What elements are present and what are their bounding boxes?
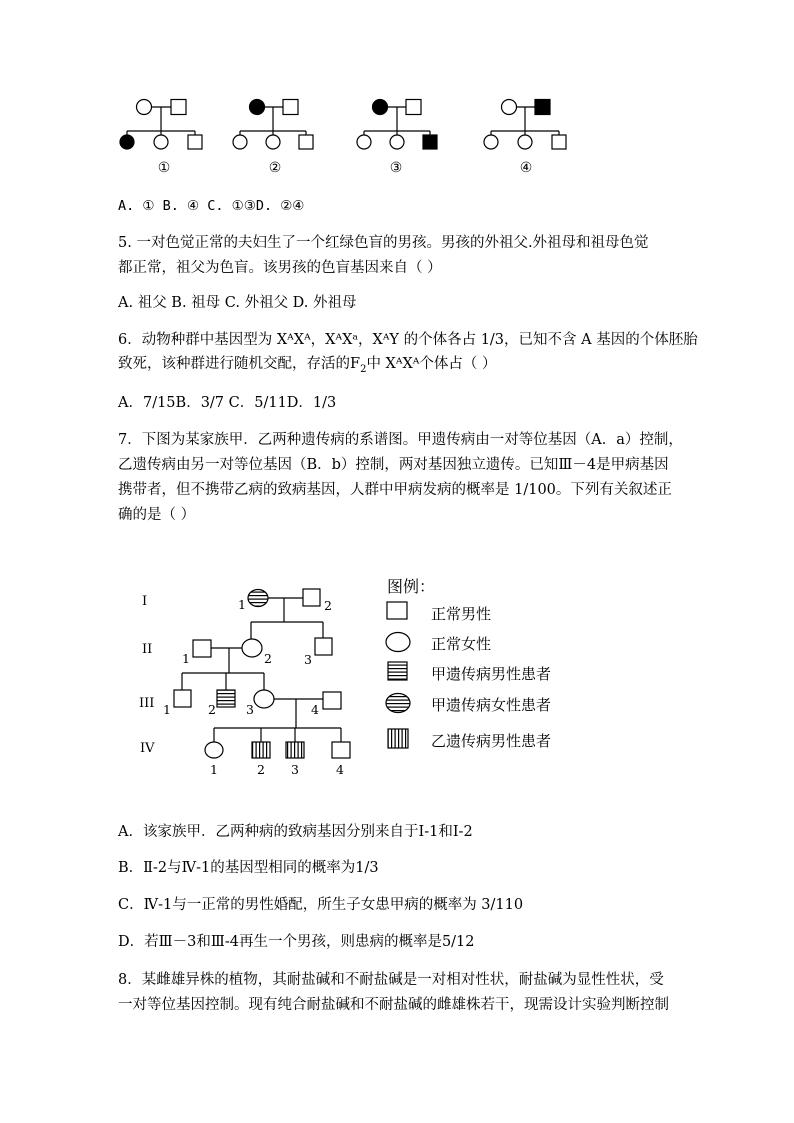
II-3-normal-male [315,638,332,655]
I-2-number: 2 [324,598,332,613]
IV-4-normal-male [332,742,350,758]
IV-3-number: 3 [291,762,299,777]
q7-option-b: B．Ⅱ-2与Ⅳ-1的基因型相同的概率为1/3 [118,860,379,876]
III-2-affected-male-a [217,690,235,707]
pedigree-2 [233,100,313,150]
q8-line1: 8．某雌雄异株的植物，其耐盐碱和不耐盐碱是一对相对性状，耐盐碱为显性性状，受 [118,972,664,988]
q5-line1: 5. 一对色觉正常的夫妇生了一个红绿色盲的男孩。男孩的外祖父.外祖母和祖母色觉 [118,235,649,251]
q7-line1: 7．下图为某家族甲．乙两种遗传病的系谱图。甲遗传病由一对等位基因（A．a）控制， [118,432,683,448]
q7-family-pedigree [130,580,380,780]
legend-normal-female-label: 正常女性 [431,635,492,653]
gen-II-label: II [142,642,153,657]
q7-line4: 确的是（ ） [118,507,196,523]
gen-I-label: I [142,594,148,609]
IV-1-number: 1 [210,762,218,777]
legend-b-male-icon [388,729,408,748]
II-1-normal-male [193,640,211,657]
legend-normal-male-label: 正常男性 [431,605,492,623]
gen-III-label: III [139,696,155,711]
pedigree-2-label: ② [268,160,282,176]
II-3-number: 3 [304,652,312,667]
I-2-normal-male [303,589,320,606]
q7-option-a: A．该家族甲．乙两种病的致病基因分别来自于Ⅰ-1和Ⅰ-2 [118,824,473,840]
IV-1-normal-female [205,742,223,758]
q6-line1: 6．动物种群中基因型为 XᴬXᴬ，XᴬXᵃ，XᴬY 的个体各占 1/3，已知不含 A 基因的个体胚胎 [118,332,698,348]
q7-option-c: C．Ⅳ-1与一正常的男性婚配，所生子女患甲病的概率为 3/110 [118,897,524,913]
q7-line3: 携带者，但不携带乙病的致病基因，人群中甲病发病的概率是 1/100。下列有关叙述正 [118,482,672,498]
pedigree-3-label: ③ [389,160,403,176]
II-2-number: 2 [264,651,272,666]
q4-pedigree-diagrams [110,90,580,180]
III-1-number: 1 [163,702,171,717]
I-1-number: 1 [238,597,246,612]
gen-IV-label: IV [140,741,155,756]
III-4-normal-male [323,692,341,709]
legend-a-female-icon [386,694,410,713]
q6-line2: 致死，该种群进行随机交配，存活的$F_2$中 XᴬXᴬ个体占（ ） [118,356,497,375]
II-2-normal-female [242,639,262,657]
pedigree-3 [357,100,437,150]
pedigree-1 [120,100,202,150]
q5-options: A. 祖父 B. 祖母 C. 外祖父 D. 外祖母 [118,295,357,311]
legend-a-female-label: 甲遗传病女性患者 [431,696,552,714]
III-3-normal-female [254,690,274,708]
IV-3-affected-male-b [286,742,304,758]
legend-a-male-icon [388,662,407,680]
III-3-number: 3 [246,702,254,717]
q4-options: A. ① B. ④ C. ①③D. ②④ [118,198,305,214]
III-1-normal-male [174,690,191,707]
I-1-affected-female-a [248,590,268,607]
pedigree-1-label: ① [157,160,171,176]
legend-a-male-label: 甲遗传病男性患者 [431,665,552,683]
q8-line2: 一对等位基因控制。现有纯合耐盐碱和不耐盐碱的雌雄株若干，现需设计实验判断控制 [118,997,669,1013]
q7-option-d: D．若Ⅲ－3和Ⅲ-4再生一个男孩，则患病的概率是5/12 [118,934,475,950]
legend-normal-male-icon [387,602,407,619]
legend-symbols [384,598,416,758]
II-1-number: 1 [182,651,190,666]
IV-2-affected-male-b [252,742,270,758]
IV-2-number: 2 [257,762,265,777]
q7-line2: 乙遗传病由另一对等位基因（B．b）控制，两对基因独立遗传。已知Ⅲ－4是甲病基因 [118,457,669,473]
q6-options: A．7/15B．3/7 C．5/11D．1/3 [118,395,337,411]
legend-title: 图例： [387,577,436,596]
q5-line2: 都正常，祖父为色盲。该男孩的色盲基因来自（ ） [118,260,442,276]
pedigree-4-label: ④ [519,160,533,176]
pedigree-4 [484,100,566,150]
legend-normal-female-icon [386,633,410,652]
III-4-number: 4 [311,702,319,717]
IV-4-number: 4 [336,762,344,777]
III-2-number: 2 [208,702,216,717]
legend-b-male-label: 乙遗传病男性患者 [431,732,552,750]
